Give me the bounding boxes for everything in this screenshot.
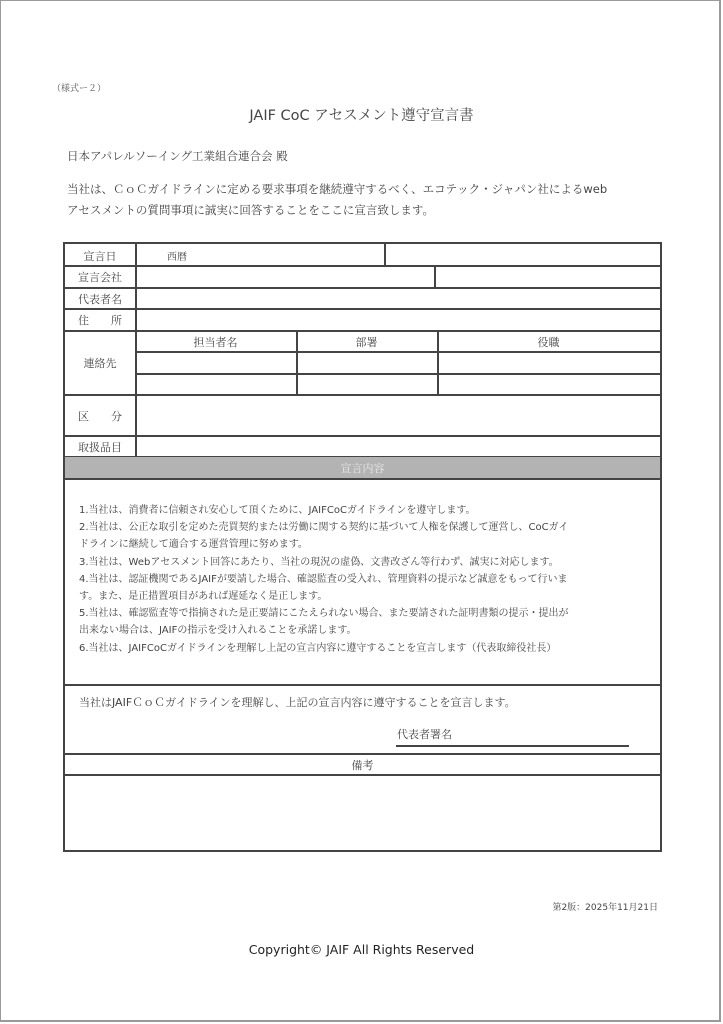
contact-position-field-2[interactable]: [439, 375, 660, 394]
contact-header-department: 部署: [355, 336, 378, 349]
remarks-header: 備考: [351, 759, 374, 772]
declaration-item: ドラインに継続して適合する運営管理に努めます。: [79, 539, 308, 551]
declaration-item: 5.当社は、確認監査等で指摘された是正要請にこたえられない場合、また要請された証明書類の提示・提出が: [79, 608, 569, 620]
declaration-content-header: 宣言内容: [340, 462, 385, 475]
declaration-date-extra-field[interactable]: [386, 244, 660, 265]
label-category: 区 分: [78, 410, 122, 423]
contact-person-field[interactable]: [137, 353, 296, 373]
declaring-company-field[interactable]: [137, 267, 434, 287]
declaring-company-extra-field[interactable]: [436, 267, 660, 287]
declaration-item: 2.当社は、公正な取引を定めた売買契約または労働に関する契約に基づいて人権を保護して運営し、CoCガイ: [79, 522, 569, 534]
remarks-field[interactable]: [65, 776, 660, 850]
contact-department-field[interactable]: [298, 353, 437, 373]
label-declaring-company: 宣言会社: [78, 271, 122, 284]
declaration-date-field[interactable]: [195, 244, 384, 265]
declaration-item: す。また、是正措置項目があれば遅延なく是正します。: [79, 591, 328, 603]
contact-header-person: 担当者名: [193, 336, 238, 349]
label-representative-name: 代表者名: [78, 293, 122, 306]
row-divider: [65, 330, 660, 332]
document-title: JAIF CoC アセスメント遵守宣言書: [249, 108, 474, 124]
contact-person-field-2[interactable]: [137, 375, 296, 394]
contact-header-position: 役職: [537, 336, 560, 349]
category-field[interactable]: [137, 396, 660, 435]
edition-date: 第2版：2025年11月21日: [552, 903, 658, 913]
declaration-item: 出来ない場合は、JAIFの指示を受け入れることを承諾します。: [79, 625, 357, 637]
intro-line: アセスメントの質問事項に誠実に回答することをここに宣言致します。: [67, 203, 434, 217]
label-handled-items: 取扱品目: [78, 441, 122, 454]
form-number: （様式ー２）: [52, 84, 107, 94]
intro-line: 当社は、ＣｏＣガイドラインに定める要求事項を継続遵守するべく、エコテック・ジャパン社によるweb: [67, 182, 608, 196]
addressee: 日本アパレルソーイング工業組合連合会 殿: [67, 149, 288, 163]
contact-position-field[interactable]: [439, 353, 660, 373]
intro-paragraph: [67, 179, 607, 221]
declaration-item: 3.当社は、Webアセスメント回答にあたり、当社の現況の虚偽、文書改ざん等行わず、誠実に対応します。: [79, 556, 559, 568]
row-divider: [65, 684, 660, 686]
declaration-form-table: [63, 242, 662, 852]
contact-department-field-2[interactable]: [298, 375, 437, 394]
declaration-item: 4.当社は、認証機関であるJAIFが要請した場合、確認監査の受入れ、管理資料の提示など誠意をもって行いま: [79, 573, 568, 585]
signature-line[interactable]: [396, 745, 629, 747]
representative-name-field[interactable]: [137, 289, 660, 308]
copyright-notice: Copyright© JAIF All Rights Reserved: [248, 942, 475, 957]
address-field[interactable]: [137, 310, 660, 330]
row-divider: [65, 478, 660, 480]
label-declaration-date: 宣言日: [83, 250, 117, 263]
label-address: 住 所: [78, 314, 122, 327]
declaration-items: [79, 502, 569, 657]
signature-label: 代表者署名: [397, 728, 452, 741]
declaration-item: 6.当社は、JAIFCoCガイドラインを理解し上記の宣言内容に遵守することを宣言します（代表取締役社長）: [79, 642, 557, 654]
handled-items-field[interactable]: [137, 437, 660, 456]
row-divider: [65, 753, 660, 755]
date-prefix-seireki: 西暦: [167, 252, 187, 263]
affirmation-statement: 当社はJAIFＣｏＣガイドラインを理解し、上記の宣言内容に遵守することを宣言します。: [79, 696, 516, 709]
label-contact: 連絡先: [83, 357, 117, 370]
declaration-item: 1.当社は、消費者に信頼され安心して頂くために、JAIFCoCガイドラインを遵守します。: [79, 505, 476, 516]
